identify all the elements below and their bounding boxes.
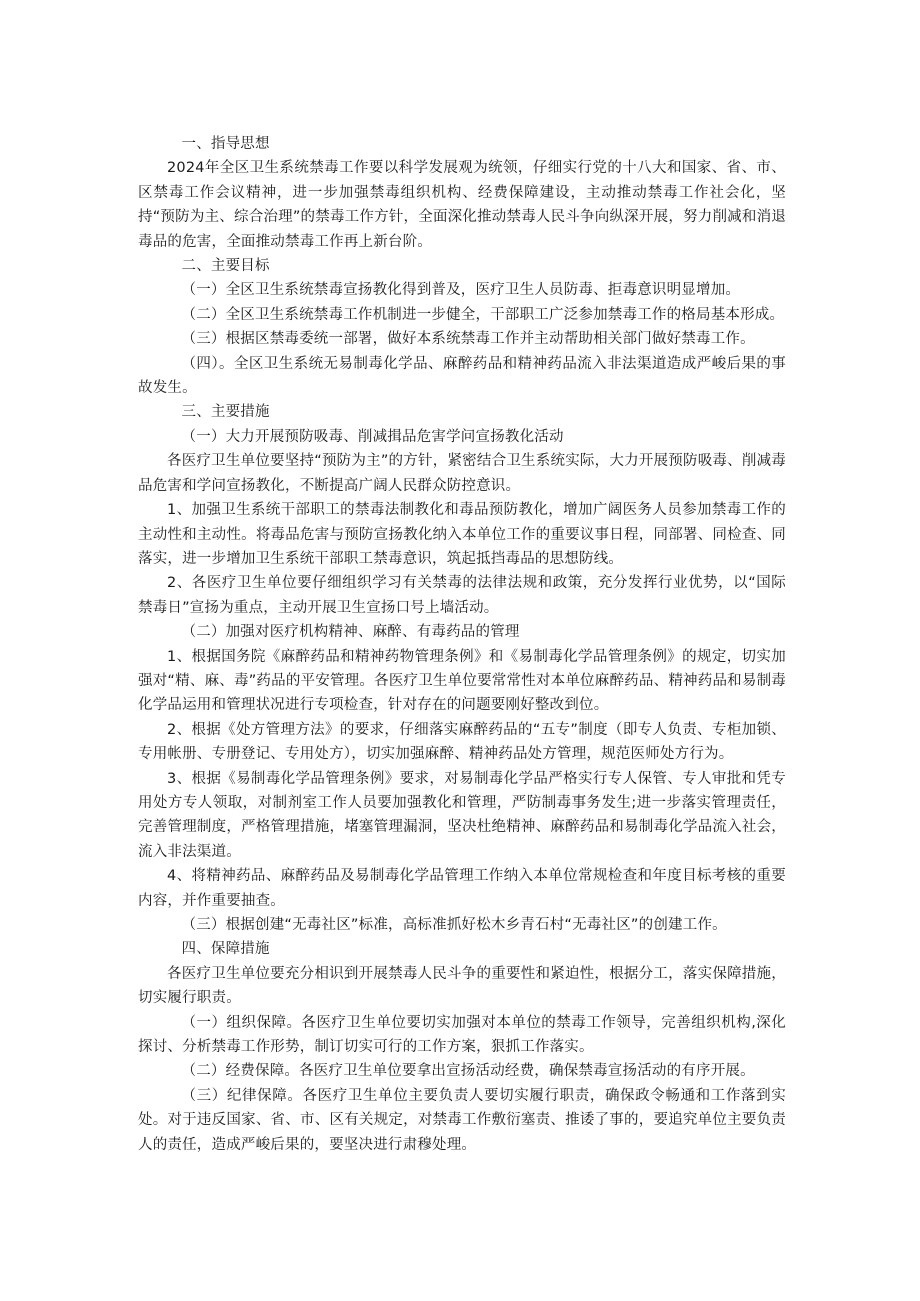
section-heading-main-measures: 三、主要措施 <box>181 404 270 421</box>
goal-item-2: （二）全区卫生系统禁毒工作机制进一步健全，干部职工广泛参加禁毒工作的格局基本形成。 <box>181 306 785 323</box>
safeguard-item-1: （一）组织保障。各医疗卫生单位要切实加强对本单位的禁毒工作领导，完善组织机构,深化探讨、分析禁毒工作形势，制订切实可行的工作方案，狠抓工作落实。 <box>138 1014 786 1056</box>
section-heading-main-goals: 二、主要目标 <box>181 258 270 275</box>
measure-paragraph-1: 各医疗卫生单位要坚持“预防为主”的方针，紧密结合卫生系统实际，大力开展预防吸毒、削减毒品危害和学问宣扬教化，不断提高广阔人民群众防控意识。 <box>138 453 786 494</box>
measure-subheading-2: （二）加强对医疗机构精神、麻醉、有毒药品的管理 <box>181 624 520 641</box>
measure-subheading-1: （一）大力开展预防吸毒、削减揖品危害学问宣扬教化活动 <box>181 428 564 445</box>
goal-item-3: （三）根据区禁毒委统一部署，做好本系统禁毒工作并主动帮助相关部门做好禁毒工作。 <box>181 331 755 348</box>
measure-subheading-3: （三）根据创建“无毒社区”标准，高标准抓好松木乡青石村“无毒社区”的创建工作。 <box>181 917 727 933</box>
goal-item-4: （四）。全区卫生系统无易制毒化学品、麻醉药品和精神药品流入非法渠道造成严峻后果的事故发生。 <box>138 355 786 397</box>
safeguard-intro: 各医疗卫生单位要充分相识到开展禁毒人民斗争的重要性和紧迫性，根据分工，落实保障措施，切实履行职责。 <box>138 965 786 1007</box>
measure-point-2-1: 1、根据国务院《麻醉药品和精神药物管理条例》和《易制毒化学品管理条例》的规定，切实加强对“精、麻、毒”药品的平安管理。各医疗卫生单位要常常性对本单位麻醉药品、精神药品和易制毒化学品运用和管理状况进行专项检查，针对存在的问题要刚好整改到位。 <box>138 648 786 714</box>
measure-point-1-2: 2、各医疗卫生单位要仔细组织学习有关禁毒的法律法规和政策，充分发挥行业优势，以“国际禁毒日”宣扬为重点，主动开展卫生宣扬口号上墙活动。 <box>138 575 786 616</box>
section-heading-safeguards: 四、保障措施 <box>181 941 270 958</box>
measure-point-2-4: 4、将精神药品、麻醉药品及易制毒化学品管理工作纳入本单位常规检查和年度目标考核的重要内容，并作重要抽查。 <box>138 868 786 909</box>
measure-point-1-1: 1、加强卫生系统干部职工的禁毒法制教化和毒品预防教化，增加广阔医务人员参加禁毒工作的主动性和主动性。将毒品危害与预防宣扬教化纳入本单位工作的重要议事日程，同部署、同检查、同落实，进一步增加卫生系统干部职工禁毒意识，筑起抵挡毒品的思想防线。 <box>138 502 786 567</box>
paragraph-intro: 2024年全区卫生系统禁毒工作要以科学发展观为统领，仔细实行党的十八大和国家、省、市、区禁毒工作会议精神，进一步加强禁毒组织机构、经费保障建设，主动推动禁毒工作社会化，坚持“预防为主、综合治理”的禁毒工作方针，全面深化推动禁毒人民斗争向纵深开展，努力削减和消退毒品的危害，全面推动禁毒工作再上新台阶。 <box>138 160 786 250</box>
document-body <box>138 132 786 1157</box>
measure-point-2-3: 3、根据《易制毒化学品管理条例》要求，对易制毒化学品严格实行专人保管、专人审批和凭专用处方专人领取，对制剂室工作人员要加强教化和管理，严防制毒事务发生;进一步落实管理责任，完善管理制度，严格管理措施，堵塞管理漏洞，坚决杜绝精神、麻醉药品和易制毒化学品流入社会，流入非法渠道。 <box>138 770 786 860</box>
goal-item-1: （一）全区卫生系统禁毒宣扬教化得到普及，医疗卫生人员防毒、拒毒意识明显增加。 <box>181 282 741 299</box>
section-heading-guiding-ideology: 一、指导思想 <box>181 136 270 152</box>
safeguard-item-3: （三）纪律保障。各医疗卫生单位主要负责人要切实履行职责，确保政令畅通和工作落到实处。对于违反国家、省、市、区有关规定，对禁毒工作敷衍塞责、推诿了事的，要追究单位主要负责人的责任，造成严峻后果的，要坚决进行肃穆处理。 <box>138 1087 786 1153</box>
safeguard-item-2: （二）经费保障。各医疗卫生单位要拿出宣扬活动经费，确保禁毒宣扬活动的有序开展。 <box>181 1063 755 1080</box>
measure-point-2-2: 2、根据《处方管理方法》的要求，仔细落实麻醉药品的“五专”制度（即专人负责、专柜加锁、专用帐册、专册登记、专用处方），切实加强麻醉、精神药品处方管理，规范医师处方行为。 <box>138 721 786 763</box>
